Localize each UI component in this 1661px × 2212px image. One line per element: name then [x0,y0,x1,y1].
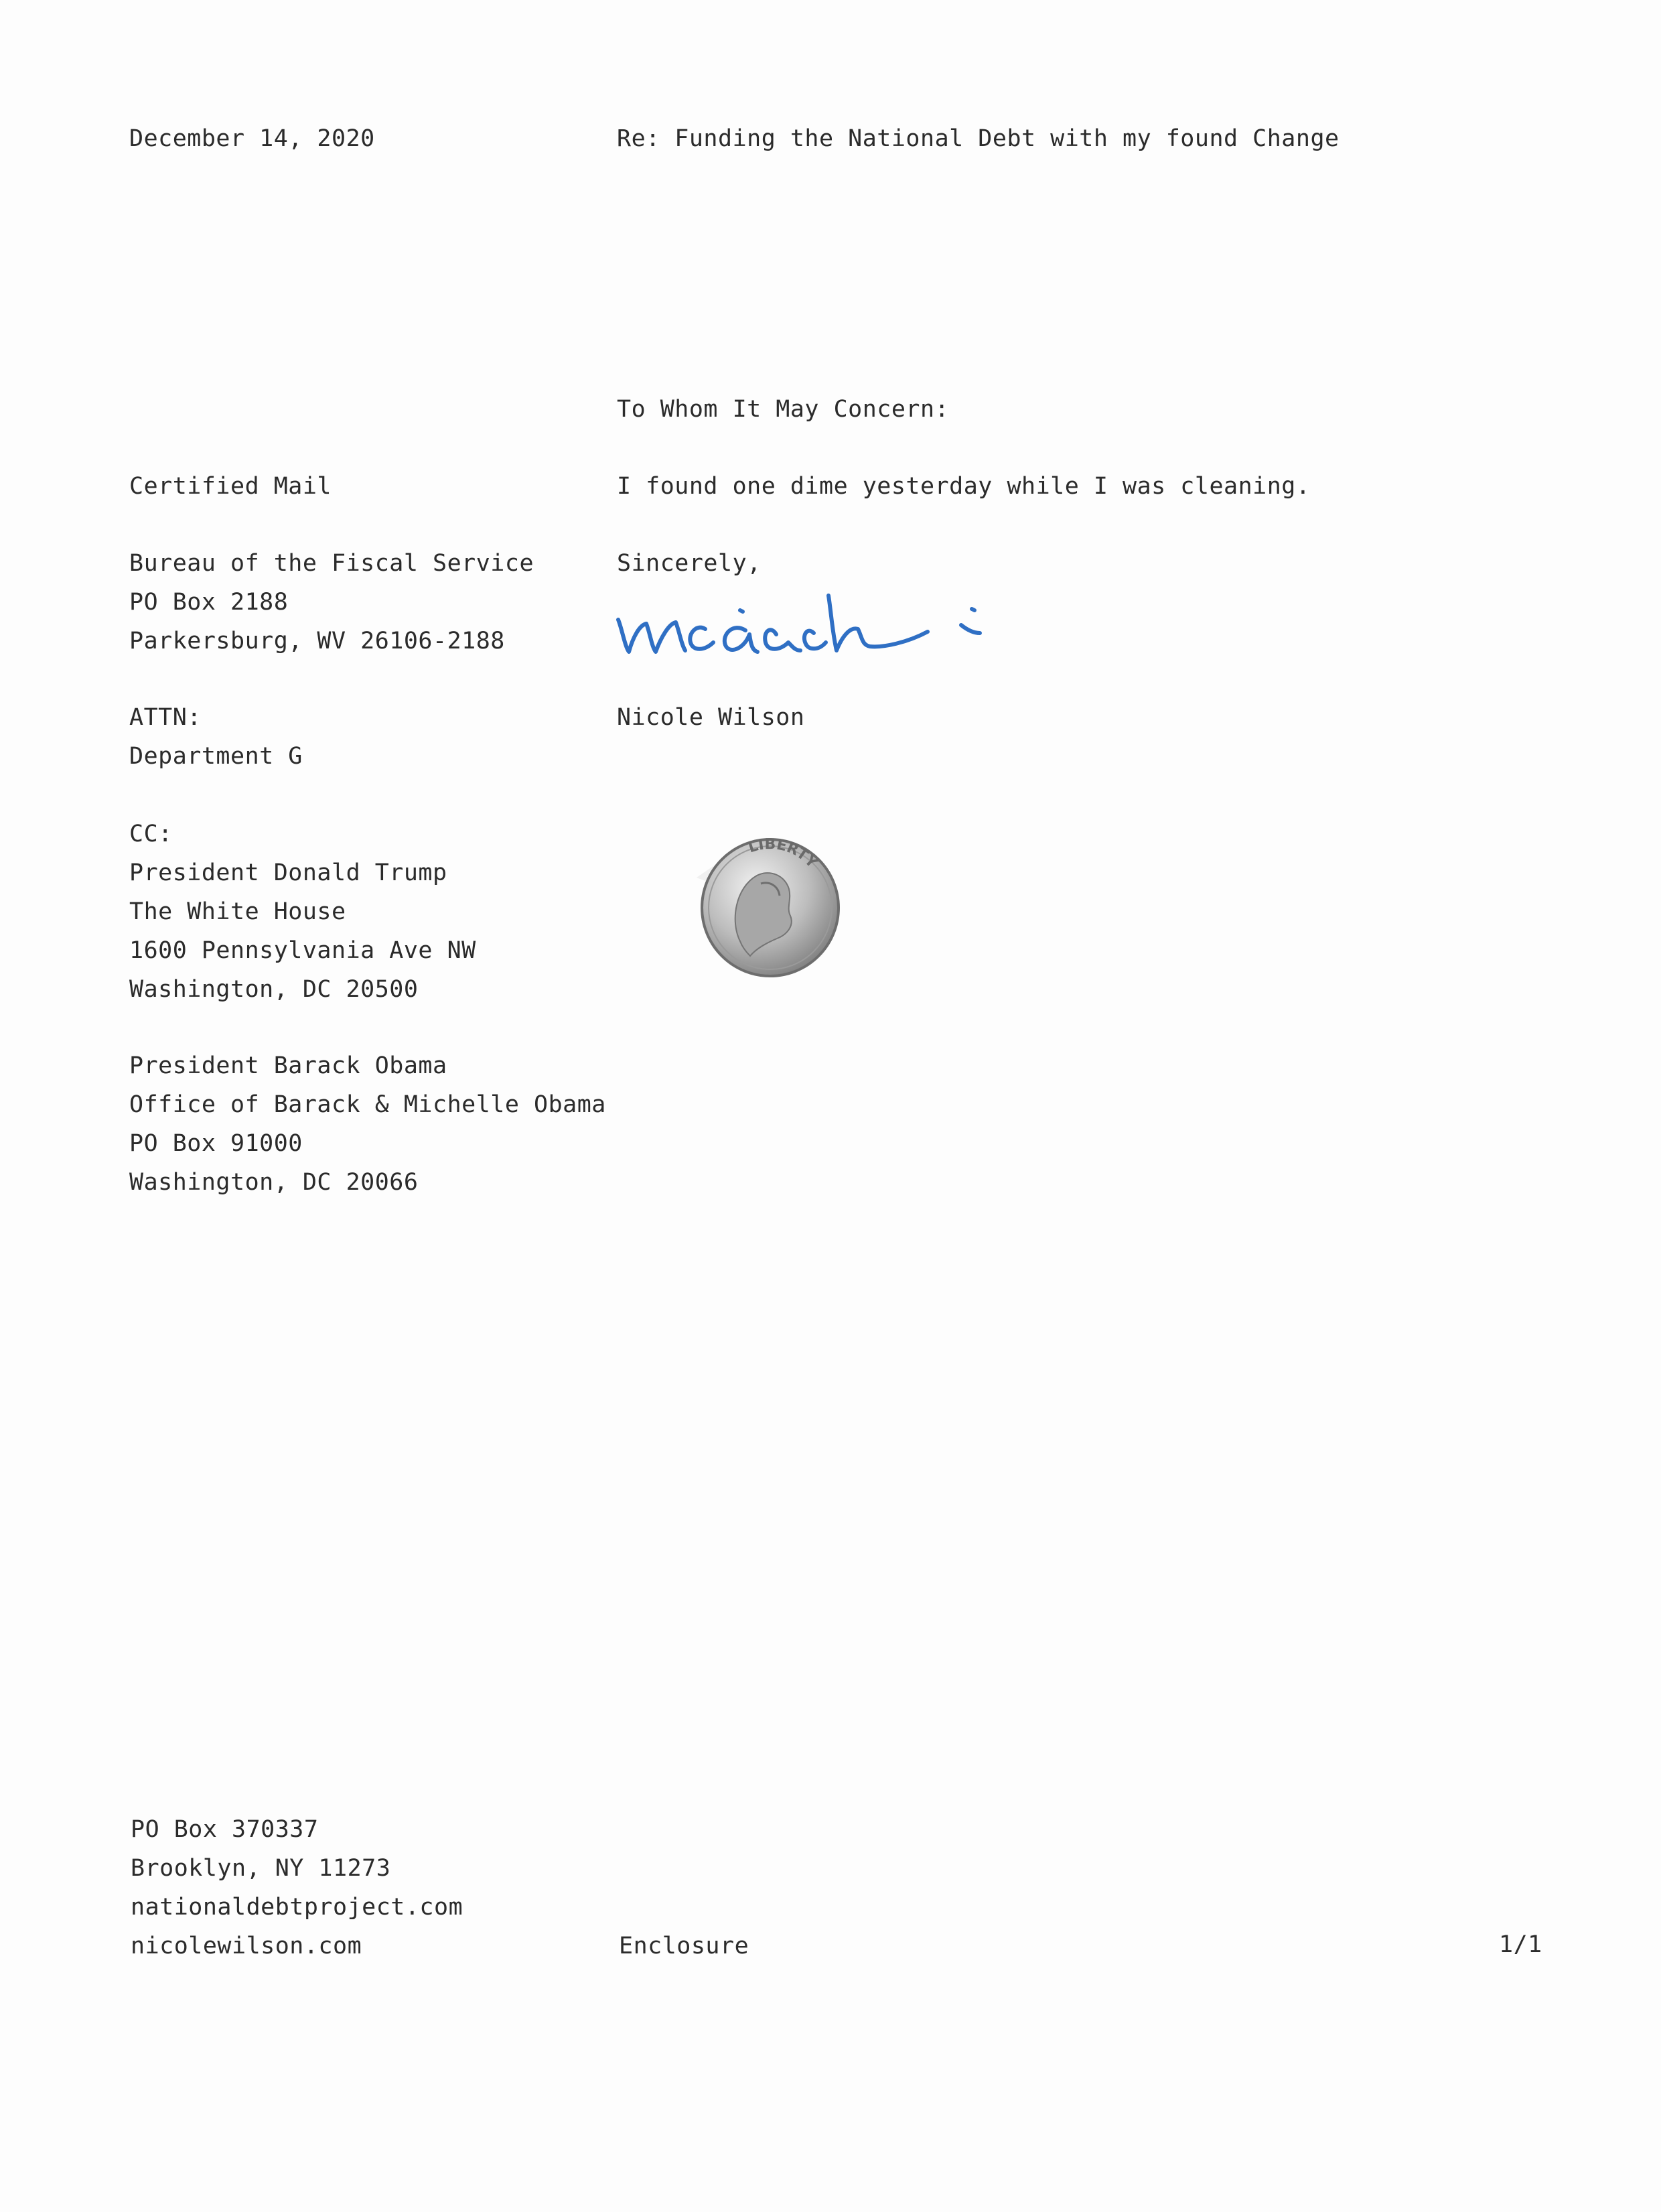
letter-subject: Re: Funding the National Debt with my found Change [617,125,1340,152]
cc-obama-block [129,1046,606,1202]
cc-line: PO Box 91000 [129,1130,303,1157]
recipient-line: Parkersburg, WV 26106-2188 [129,628,505,654]
mail-type: Certified Mail [129,473,332,500]
attn-department: Department G [129,743,303,770]
cc-line: Washington, DC 20066 [129,1169,419,1196]
sender-line: PO Box 370337 [131,1816,319,1843]
handwritten-signature [613,573,988,673]
attn-label: ATTN: [129,704,202,731]
enclosure-label: Enclosure [619,1933,749,1959]
cc-line: Washington, DC 20500 [129,976,419,1003]
dime-coin-icon [676,814,857,995]
attn-block [129,698,303,776]
recipient-line: PO Box 2188 [129,589,289,616]
cc-line: Office of Barack & Michelle Obama [129,1091,606,1118]
cc-label: CC: [129,821,173,847]
salutation: To Whom It May Concern: [617,396,950,423]
cc-line: President Donald Trump [129,859,447,886]
sender-website: nationaldebtproject.com [131,1894,463,1921]
page-number: 1/1 [1499,1931,1542,1958]
sender-line: Brooklyn, NY 11273 [131,1855,391,1882]
cc-line: The White House [129,898,346,925]
sender-website: nicolewilson.com [131,1933,362,1959]
letter-body: I found one dime yesterday while I was cleaning. [617,473,1311,500]
signer-name: Nicole Wilson [617,704,805,731]
recipient-line: Bureau of the Fiscal Service [129,550,534,577]
coin-inscription: LIBERTY [746,836,820,872]
recipient-address [129,544,534,661]
cc-line: President Barack Obama [129,1052,447,1079]
cc-line: 1600 Pennsylvania Ave NW [129,937,476,964]
closing: Sincerely, [617,550,762,577]
letter-date: December 14, 2020 [129,125,375,152]
sender-address [131,1810,463,1965]
cc-trump-block [129,815,476,1009]
